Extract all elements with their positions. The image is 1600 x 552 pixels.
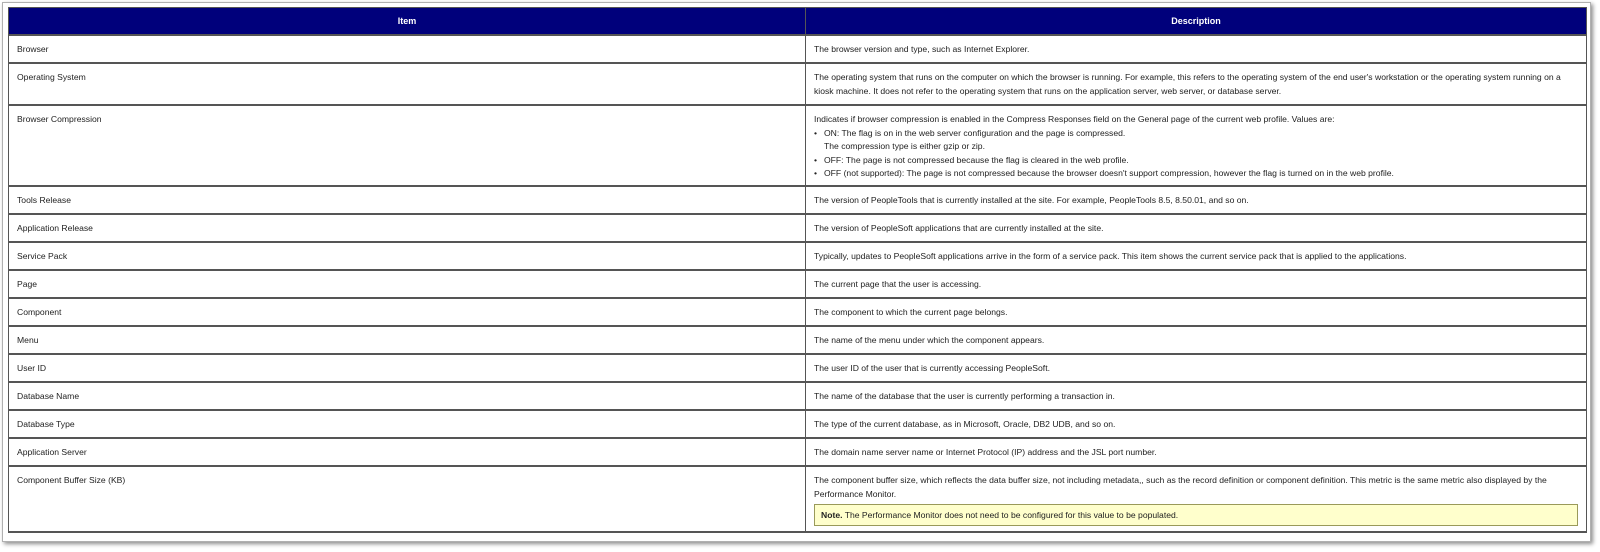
description-text: The component buffer size, which reflects the data buffer size, not including metadata,, such as the record definition or component definition. This metric is the same metric also displayed by the Performance Monitor. — [814, 475, 1547, 499]
table-row — [9, 242, 1587, 270]
description-cell: The version of PeopleSoft applications that are currently installed at the site. — [806, 214, 1587, 242]
table-row — [9, 298, 1587, 326]
values-list — [814, 127, 1579, 181]
description-cell: Typically, updates to PeopleSoft applications arrive in the form of a service pack. This item shows the current service pack that is applied to the applications. — [806, 242, 1587, 270]
list-item — [824, 127, 1579, 154]
table-row — [9, 214, 1587, 242]
description-cell: The current page that the user is accessing. — [806, 270, 1587, 298]
description-cell: The user ID of the user that is currently accessing PeopleSoft. — [806, 354, 1587, 382]
description-text: Indicates if browser compression is enabled in the Compress Responses field on the General page of the current web profile. Values are: — [814, 114, 1335, 124]
item-cell: Application Release — [9, 214, 806, 242]
table-row — [9, 270, 1587, 298]
item-cell: Page — [9, 270, 806, 298]
item-cell: Component Buffer Size (KB) — [9, 466, 806, 532]
item-cell: Component — [9, 298, 806, 326]
bullet-text: ON: The flag is on in the web server configuration and the page is compressed. — [824, 127, 1126, 138]
list-item: • OFF (not supported): The page is not compressed because the browser doesn't support compression, however the flag is turned on in the web profile. — [824, 167, 1579, 181]
bullet-subtext: The compression type is either gzip or zip. — [824, 141, 985, 151]
table-row — [9, 186, 1587, 214]
item-cell: Database Name — [9, 382, 806, 410]
description-cell — [806, 466, 1587, 532]
note-label: Note. — [821, 510, 843, 520]
description-cell: The domain name server name or Internet Protocol (IP) address and the JSL port number. — [806, 438, 1587, 466]
note-text: The Performance Monitor does not need to be configured for this value to be populated. — [844, 510, 1179, 520]
table-header-row — [9, 8, 1587, 36]
item-cell: Tools Release — [9, 186, 806, 214]
table-row — [9, 35, 1587, 63]
item-cell: Menu — [9, 326, 806, 354]
description-cell: The version of PeopleTools that is currently installed at the site. For example, PeopleTools 8.5, 8.50.01, and so on. — [806, 186, 1587, 214]
item-cell: User ID — [9, 354, 806, 382]
description-cell: The name of the menu under which the component appears. — [806, 326, 1587, 354]
description-cell: The component to which the current page belongs. — [806, 298, 1587, 326]
table-row — [9, 63, 1587, 105]
description-cell: The operating system that runs on the computer on which the browser is running. For example, this refers to the operating system of the end user's workstation or the operating system running on a kiosk machine. It does not refer to the operating system that runs on the application server, web server, or database server. — [806, 63, 1587, 105]
column-header-item: Item — [9, 8, 806, 36]
column-header-description: Description — [806, 8, 1587, 36]
description-cell — [806, 105, 1587, 186]
document-frame — [2, 2, 1591, 542]
description-cell: The browser version and type, such as Internet Explorer. — [806, 35, 1587, 63]
item-cell: Operating System — [9, 63, 806, 105]
item-cell: Application Server — [9, 438, 806, 466]
field-description-table — [8, 7, 1587, 533]
table-row — [9, 354, 1587, 382]
table-row — [9, 410, 1587, 438]
table-row — [9, 466, 1587, 532]
note-box — [814, 504, 1578, 526]
item-cell: Database Type — [9, 410, 806, 438]
table-row — [9, 105, 1587, 186]
table-row — [9, 326, 1587, 354]
description-cell: The name of the database that the user is currently performing a transaction in. — [806, 382, 1587, 410]
table-row — [9, 438, 1587, 466]
item-cell: Service Pack — [9, 242, 806, 270]
description-cell: The type of the current database, as in Microsoft, Oracle, DB2 UDB, and so on. — [806, 410, 1587, 438]
table-row — [9, 382, 1587, 410]
list-item: • OFF: The page is not compressed because the flag is cleared in the web profile. — [824, 154, 1579, 168]
item-cell: Browser Compression — [9, 105, 806, 186]
item-cell: Browser — [9, 35, 806, 63]
